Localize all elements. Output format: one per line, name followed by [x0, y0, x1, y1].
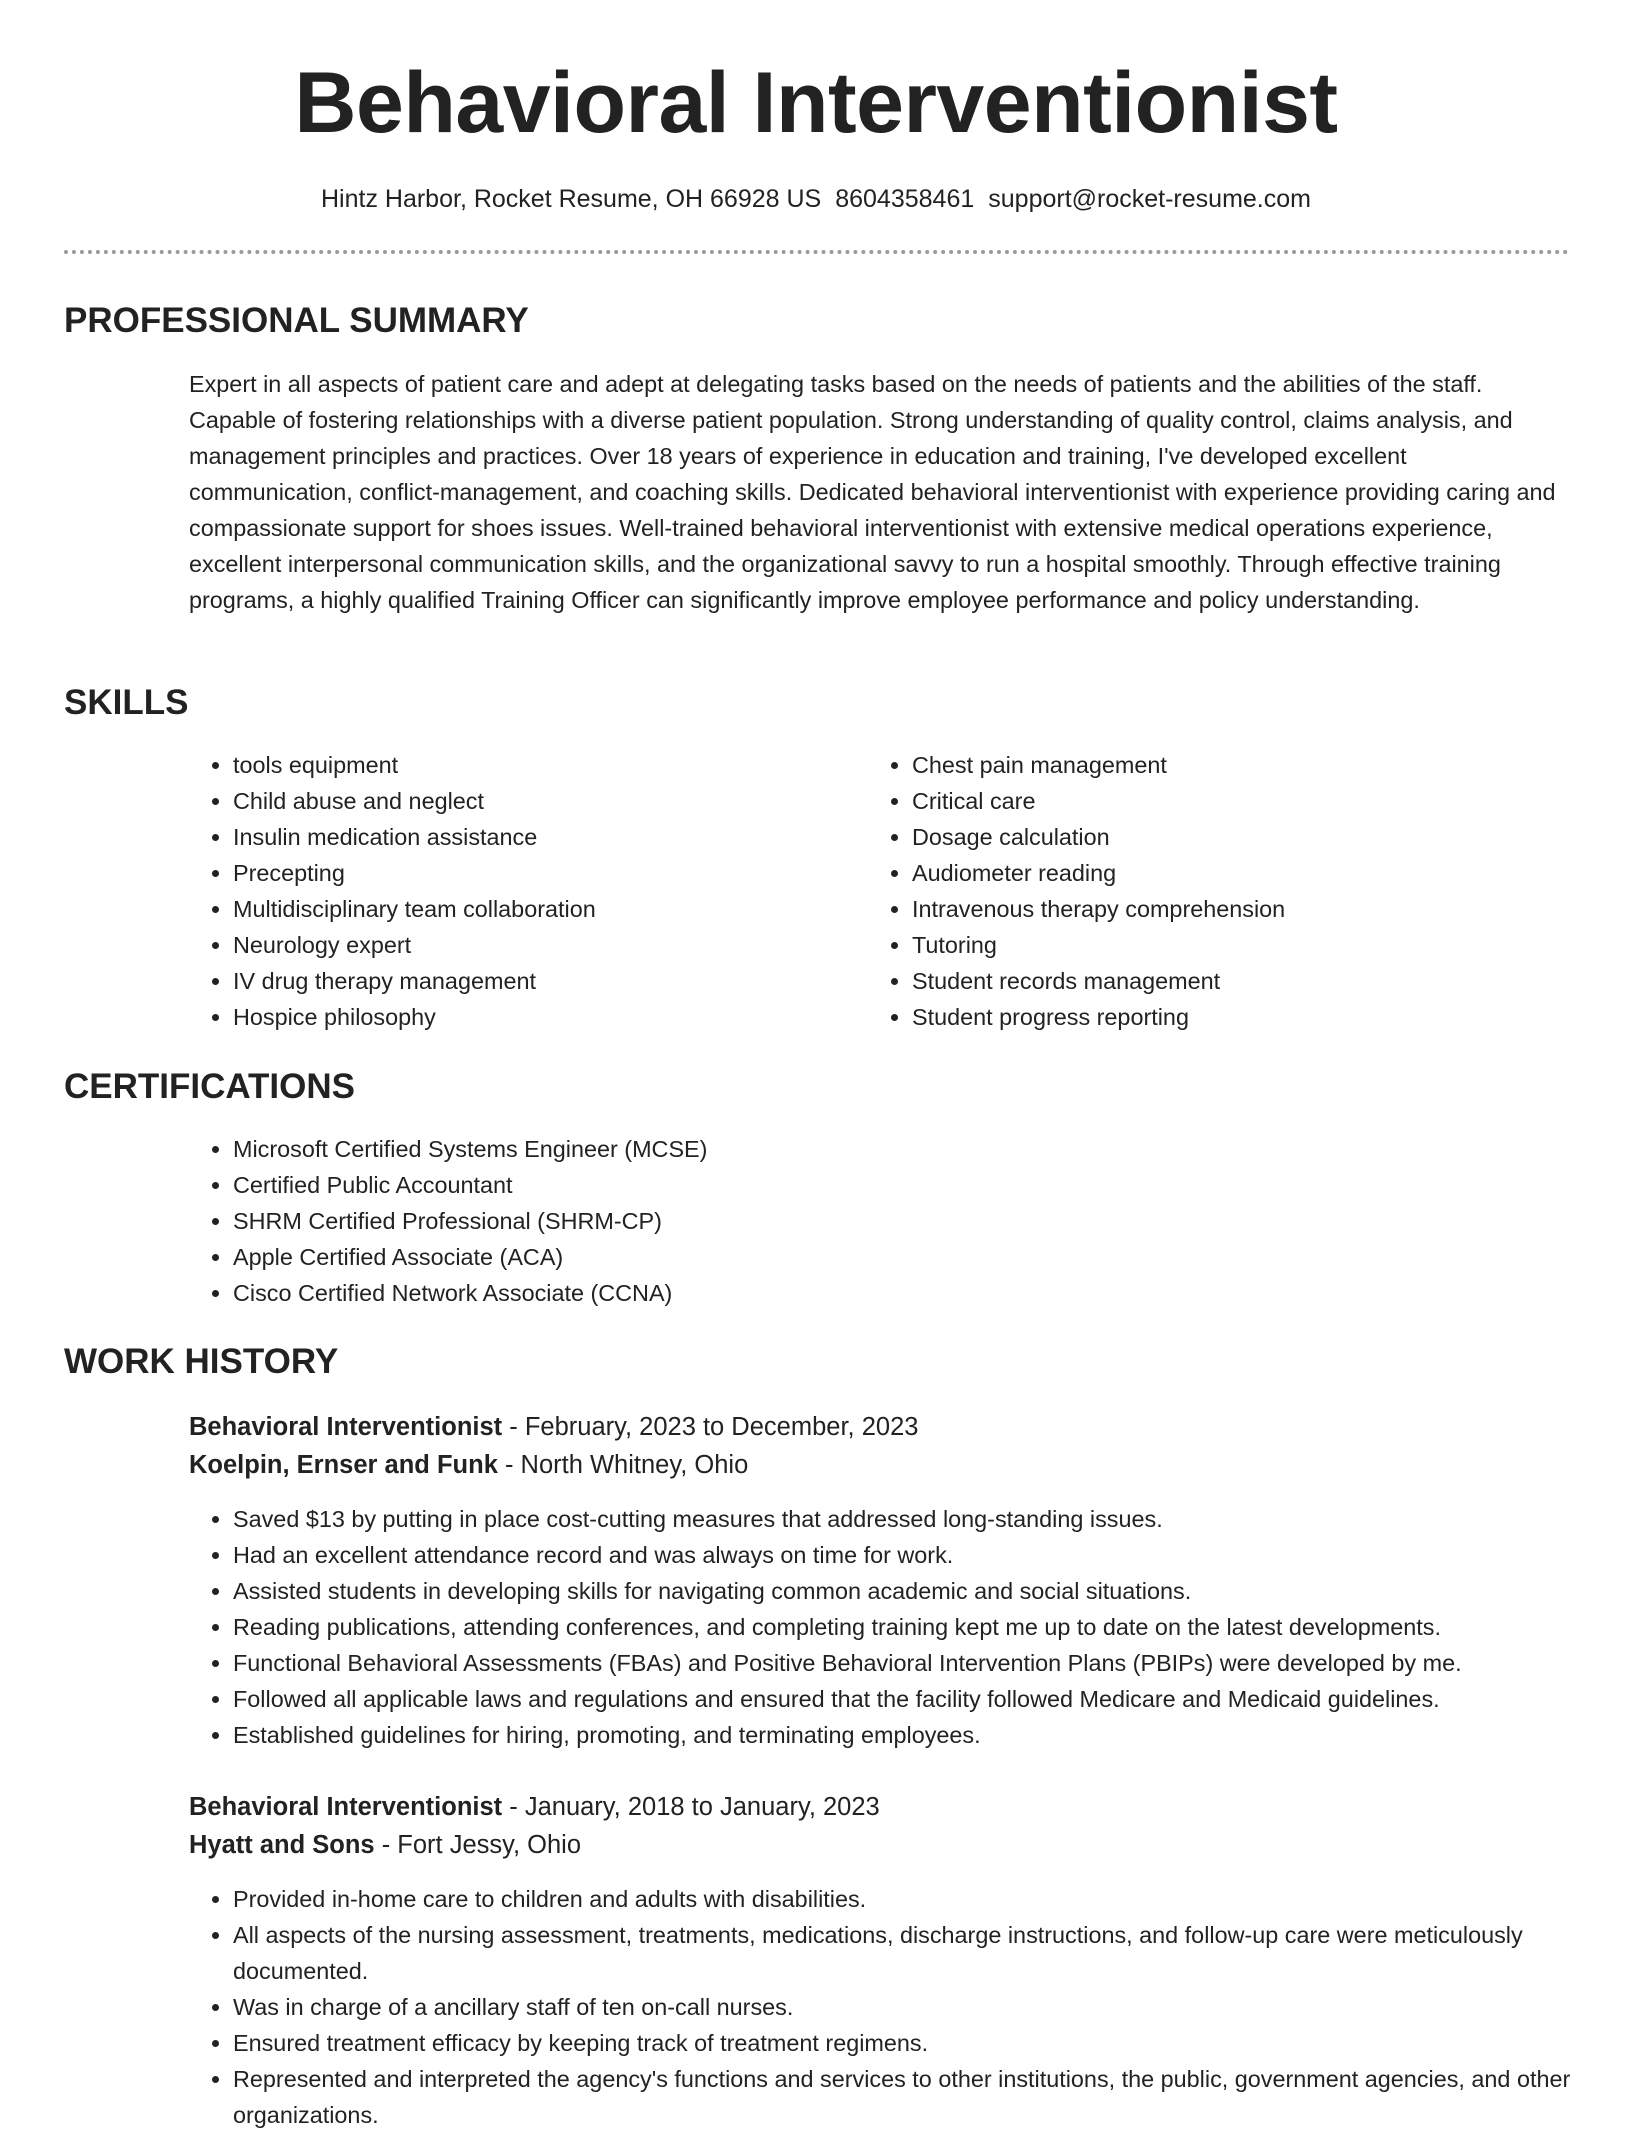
job-title: Behavioral Interventionist	[189, 1413, 503, 1441]
company-name: Koelpin, Ernser and Funk	[189, 1451, 498, 1479]
job-bullet: • Provided in-home care to children and adults with disabilities.	[233, 1881, 1613, 1917]
skill-item: • Child abuse and neglect	[233, 783, 873, 819]
company-location: - North Whitney, Ohio	[497, 1451, 749, 1479]
certification-item: • SHRM Certified Professional (SHRM-CP)	[233, 1203, 1613, 1239]
skills-heading: SKILLS	[64, 683, 189, 722]
job-bullets	[189, 1881, 1613, 2133]
work-history-heading: WORK HISTORY	[64, 1342, 339, 1381]
job-title: Behavioral Interventionist	[189, 1793, 503, 1821]
job-bullet: • Had an excellent attendance record and was always on time for work.	[233, 1537, 1613, 1573]
job-bullets	[189, 1501, 1613, 1753]
phone-text: 8604358461	[835, 185, 975, 213]
email-text: support@rocket-resume.com	[988, 185, 1311, 213]
header-divider	[64, 250, 1569, 254]
summary-heading: PROFESSIONAL SUMMARY	[64, 301, 529, 340]
job-bullet: • Established guidelines for hiring, promoting, and terminating employees.	[233, 1717, 1613, 1753]
skill-item: • Multidisciplinary team collaboration	[233, 891, 873, 927]
job-bullet: • All aspects of the nursing assessment, treatments, medications, discharge instructions, and follow-up care were meticulously documented.	[233, 1917, 1613, 1989]
skill-item: • Insulin medication assistance	[233, 819, 873, 855]
skill-item: • tools equipment	[233, 747, 873, 783]
skill-item: • Tutoring	[912, 927, 1552, 963]
skill-item: • IV drug therapy management	[233, 963, 873, 999]
job-bullet: • Saved $13 by putting in place cost-cutting measures that addressed long-standing issues.	[233, 1501, 1613, 1537]
certifications-list	[189, 1131, 1613, 1311]
job-bullet: • Followed all applicable laws and regulations and ensured that the facility followed Medicare and Medicaid guidelines.	[233, 1681, 1613, 1717]
job-bullet: • Assisted students in developing skills for navigating common academic and social situations.	[233, 1573, 1613, 1609]
job-company-line	[189, 1447, 748, 1483]
skill-item: • Chest pain management	[912, 747, 1552, 783]
company-location: - Fort Jessy, Ohio	[374, 1831, 582, 1859]
certification-item: • Microsoft Certified Systems Engineer (MCSE)	[233, 1131, 1613, 1167]
skills-list-right	[868, 747, 1552, 1035]
skill-item: • Student records management	[912, 963, 1552, 999]
job-title-line	[189, 1789, 880, 1825]
job-company-line	[189, 1827, 581, 1863]
skill-item: • Neurology expert	[233, 927, 873, 963]
candidate-name: Behavioral Interventionist	[294, 55, 1338, 151]
job-bullet: • Was in charge of a ancillary staff of ten on-call nurses.	[233, 1989, 1613, 2025]
skills-list-left	[189, 747, 873, 1035]
skill-item: • Dosage calculation	[912, 819, 1552, 855]
skill-item: • Intravenous therapy comprehension	[912, 891, 1552, 927]
skill-item: • Hospice philosophy	[233, 999, 873, 1035]
job-dates: - January, 2018 to January, 2023	[502, 1793, 880, 1821]
contact-line	[0, 183, 1632, 215]
job-dates: - February, 2023 to December, 2023	[502, 1413, 919, 1441]
job-bullet: • Functional Behavioral Assessments (FBAs) and Positive Behavioral Intervention Plans (PBIPs) were developed by me.	[233, 1645, 1613, 1681]
company-name: Hyatt and Sons	[189, 1831, 375, 1859]
skill-item: • Student progress reporting	[912, 999, 1552, 1035]
summary-text: Expert in all aspects of patient care and adept at delegating tasks based on the needs of patients and the abilities of the staff. Capable of fostering relationships with a diverse patient population. Strong understanding of quality control, claims analysis, and management principles and practices. Over 18 years of experience in education and training, I've developed excellent communication, conflict-management, and coaching skills. Dedicated behavioral interventionist with experience providing caring and compassionate support for shoes issues. Well-trained behavioral interventionist with extensive medical operations experience, excellent interpersonal communication skills, and the organizational savvy to run a hospital smoothly. Through effective training programs, a highly qualified Training Officer can significantly improve employee performance and policy understanding.	[189, 371, 1556, 613]
certification-item: • Certified Public Accountant	[233, 1167, 1613, 1203]
job-bullet: • Reading publications, attending conferences, and completing training kept me up to date on the latest developments.	[233, 1609, 1613, 1645]
job-bullet: • Represented and interpreted the agency's functions and services to other institutions, the public, government agencies, and other organizations.	[233, 2061, 1613, 2133]
job-bullet: • Ensured treatment efficacy by keeping track of treatment regimens.	[233, 2025, 1613, 2061]
skill-item: • Audiometer reading	[912, 855, 1552, 891]
certifications-heading: CERTIFICATIONS	[64, 1067, 356, 1106]
job-title-line	[189, 1409, 918, 1445]
skill-item: • Precepting	[233, 855, 873, 891]
certification-item: • Apple Certified Associate (ACA)	[233, 1239, 1613, 1275]
skill-item: • Critical care	[912, 783, 1552, 819]
address-text: Hintz Harbor, Rocket Resume, OH 66928 US	[321, 185, 822, 213]
certification-item: • Cisco Certified Network Associate (CCNA)	[233, 1275, 1613, 1311]
